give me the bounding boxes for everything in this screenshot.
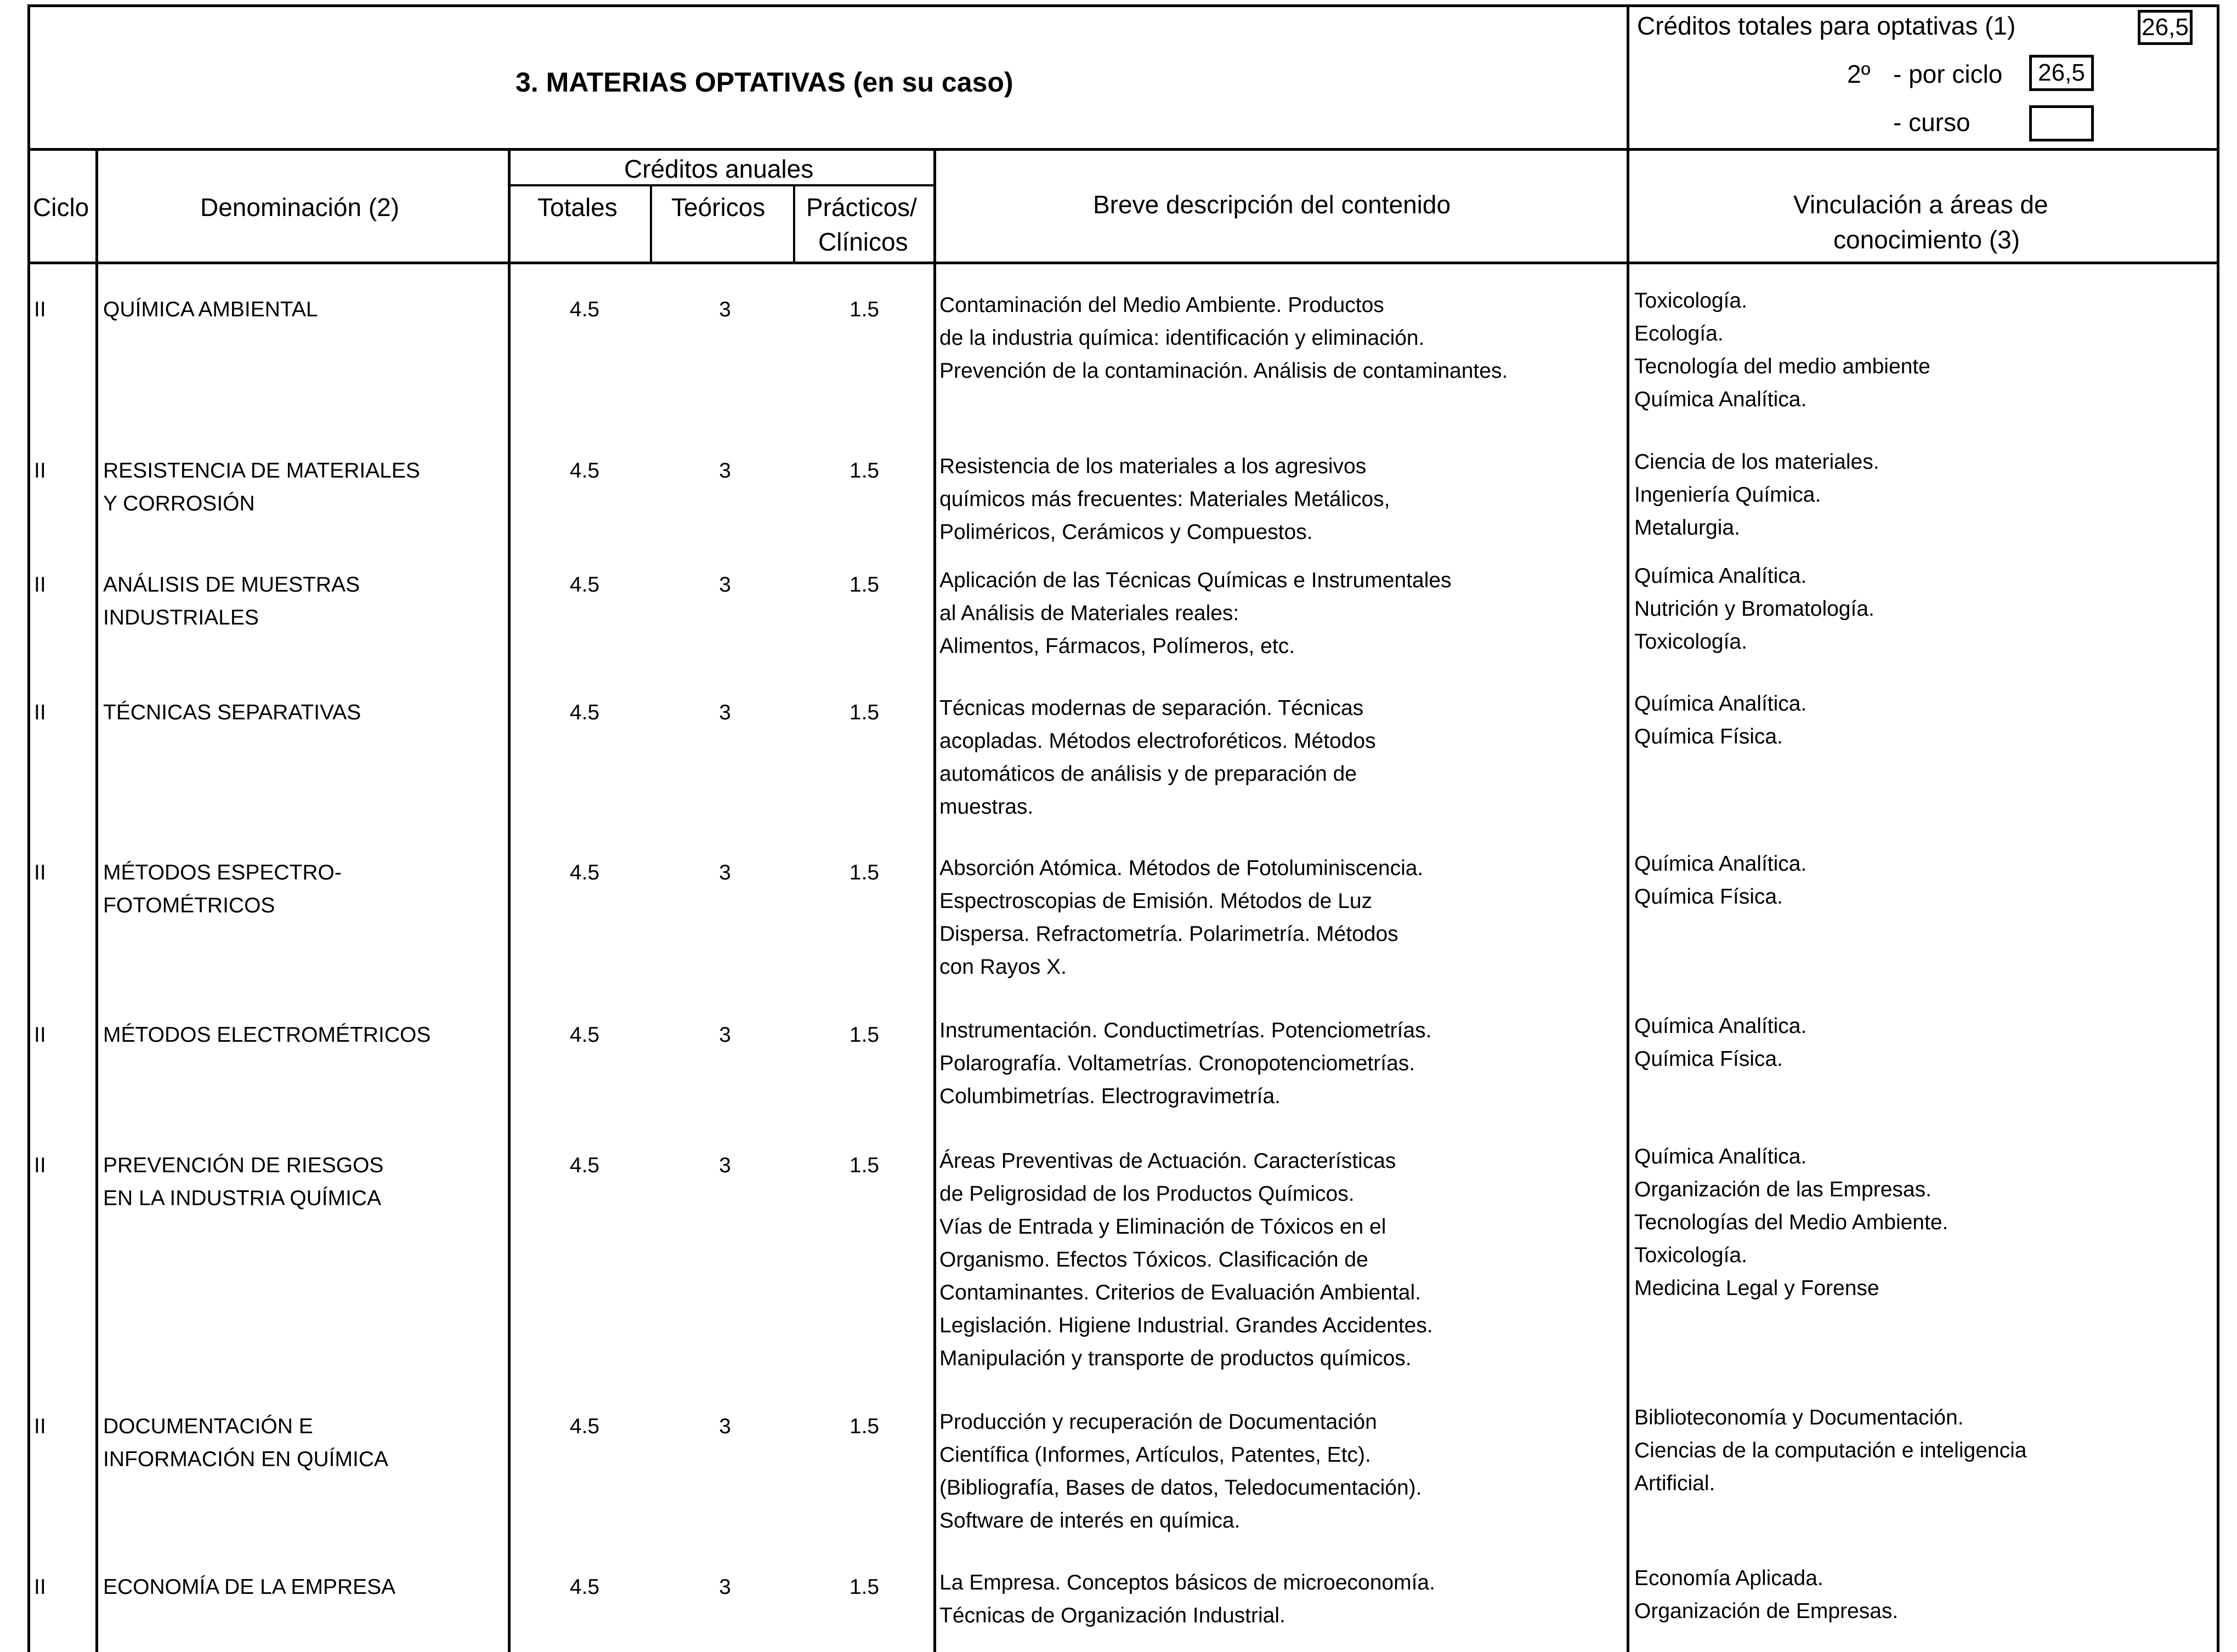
description-line: Resistencia de los materiales a los agresivos	[939, 455, 1367, 478]
knowledge-area: Tecnologías del Medio Ambiente.	[1634, 1211, 1949, 1234]
description-line: de la industria química: identificación y eliminación.	[939, 326, 1425, 350]
subject-name: PREVENCIÓN DE RIESGOS	[103, 1154, 384, 1177]
credits-teoricos: 3	[719, 459, 731, 482]
knowledge-area: Ingeniería Química.	[1634, 483, 1821, 507]
subject-name: MÉTODOS ESPECTRO-	[103, 861, 342, 884]
credits-total-box	[2138, 10, 2193, 45]
knowledge-area: Metalurgia.	[1634, 516, 1740, 540]
credits-group-rule	[508, 184, 936, 186]
row-ciclo: II	[34, 1154, 46, 1177]
knowledge-area: Organización de Empresas.	[1634, 1599, 1899, 1623]
description-line: Contaminación del Medio Ambiente. Productos	[939, 293, 1384, 317]
credits-practicos: 1.5	[849, 459, 880, 482]
subject-name: Y CORROSIÓN	[103, 492, 255, 515]
description-line: Absorción Atómica. Métodos de Fotoluminiscencia.	[939, 856, 1424, 880]
col-header-practicos: Prácticos/	[806, 193, 917, 222]
knowledge-area: Química Analítica.	[1634, 388, 1807, 411]
description-line: (Bibliografía, Bases de datos, Teledocumentación).	[939, 1476, 1422, 1500]
credits-teoricos: 3	[719, 1023, 731, 1047]
description-line: Columbimetrías. Electrogravimetría.	[939, 1085, 1281, 1108]
description-line: químicos más frecuentes: Materiales Metálicos,	[939, 487, 1390, 511]
knowledge-area: Química Analítica.	[1634, 1014, 1807, 1038]
description-line: al Análisis de Materiales reales:	[939, 601, 1239, 625]
subject-name: QUÍMICA AMBIENTAL	[103, 298, 318, 321]
por-ciclo-value: 26,5	[2038, 59, 2085, 86]
description-line: Espectroscopias de Emisión. Métodos de Luz	[939, 889, 1373, 913]
credits-practicos: 1.5	[849, 298, 880, 321]
knowledge-area: Toxicología.	[1634, 289, 1747, 313]
col-header-teoricos: Teóricos	[671, 193, 766, 222]
description-line: Científica (Informes, Artículos, Patentes, Etc).	[939, 1443, 1371, 1467]
subject-name: FOTOMÉTRICOS	[103, 894, 275, 917]
knowledge-area: Tecnología del medio ambiente	[1634, 355, 1930, 378]
por-ciclo-label: - por ciclo	[1893, 60, 2003, 88]
knowledge-area: Química Analítica.	[1634, 692, 1807, 716]
col-divider-totales	[650, 184, 652, 263]
row-ciclo: II	[34, 1023, 46, 1047]
row-ciclo: II	[34, 861, 46, 884]
knowledge-area: Química Física.	[1634, 1047, 1783, 1071]
knowledge-area: Economía Aplicada.	[1634, 1566, 1823, 1590]
description-line: Poliméricos, Cerámicos y Compuestos.	[939, 520, 1313, 544]
description-line: Aplicación de las Técnicas Químicas e Instrumentales	[939, 569, 1452, 592]
knowledge-area: Ecología.	[1634, 322, 1724, 345]
description-line: Contaminantes. Criterios de Evaluación Ambiental.	[939, 1281, 1421, 1304]
knowledge-area: Ciencias de la computación e inteligencia	[1634, 1439, 2027, 1462]
credits-practicos: 1.5	[849, 861, 880, 884]
description-line: muestras.	[939, 795, 1034, 819]
description-line: Técnicas de Organización Industrial.	[939, 1604, 1285, 1627]
credits-practicos: 1.5	[849, 1415, 880, 1438]
col-header-conocimiento: conocimiento (3)	[1833, 225, 2020, 254]
border-right	[2217, 4, 2219, 1652]
credits-teoricos: 3	[719, 1154, 731, 1177]
description-line: Prevención de la contaminación. Análisis de contaminantes.	[939, 359, 1508, 383]
col-header-vinculacion: Vinculación a áreas de	[1793, 190, 2048, 219]
row-ciclo: II	[34, 459, 46, 482]
description-line: La Empresa. Conceptos básicos de microeconomía.	[939, 1571, 1435, 1594]
description-line: Software de interés en química.	[939, 1509, 1241, 1532]
knowledge-area: Química Analítica.	[1634, 852, 1807, 876]
subject-name: ANÁLISIS DE MUESTRAS	[103, 573, 360, 597]
border-left	[27, 4, 30, 1652]
subject-name: ECONOMÍA DE LA EMPRESA	[103, 1575, 396, 1599]
knowledge-area: Química Analítica.	[1634, 564, 1807, 588]
cycle-number: 2º	[1847, 60, 1871, 88]
knowledge-area: Química Física.	[1634, 885, 1783, 909]
description-line: Polarografía. Voltametrías. Cronopotenciometrías.	[939, 1052, 1415, 1075]
credits-totales: 4.5	[569, 459, 600, 482]
col-header-descripcion: Breve descripción del contenido	[1093, 190, 1451, 219]
subject-name: RESISTENCIA DE MATERIALES	[103, 459, 420, 482]
description-line: acopladas. Métodos electroforéticos. Métodos	[939, 729, 1376, 753]
description-line: de Peligrosidad de los Productos Químicos.	[939, 1182, 1355, 1206]
col-header-creditos-anuales: Créditos anuales	[624, 155, 814, 183]
col-header-ciclo: Ciclo	[33, 193, 89, 222]
description-line: Producción y recuperación de Documentación	[939, 1410, 1377, 1434]
knowledge-area: Organización de las Empresas.	[1634, 1178, 1932, 1201]
credits-totales: 4.5	[569, 1023, 600, 1047]
header-divider	[1627, 4, 1629, 1652]
credits-totales: 4.5	[569, 1415, 600, 1438]
credits-totales: 4.5	[569, 298, 600, 321]
description-line: Dispersa. Refractometría. Polarimetría. Métodos	[939, 922, 1398, 946]
knowledge-area: Artificial.	[1634, 1472, 1715, 1495]
description-line: Vías de Entrada y Eliminación de Tóxicos en el	[939, 1215, 1386, 1239]
row-ciclo: II	[34, 701, 46, 724]
col-divider-teoricos	[793, 184, 795, 263]
description-line: Legislación. Higiene Industrial. Grandes Accidentes.	[939, 1314, 1433, 1337]
knowledge-area: Toxicología.	[1634, 1244, 1747, 1267]
credits-totales: 4.5	[569, 1154, 600, 1177]
col-header-totales: Totales	[537, 193, 618, 222]
credits-totales: 4.5	[569, 861, 600, 884]
knowledge-area: Toxicología.	[1634, 630, 1747, 654]
description-line: automáticos de análisis y de preparación de	[939, 762, 1357, 786]
page-title: 3. MATERIAS OPTATIVAS (en su caso)	[516, 67, 1013, 98]
curso-box	[2029, 105, 2094, 141]
row-ciclo: II	[34, 573, 46, 597]
credits-practicos: 1.5	[849, 1154, 880, 1177]
subject-name: MÉTODOS ELECTROMÉTRICOS	[103, 1023, 431, 1047]
credits-teoricos: 3	[719, 298, 731, 321]
description-line: Organismo. Efectos Tóxicos. Clasificación de	[939, 1248, 1368, 1271]
row-ciclo: II	[34, 1575, 46, 1599]
row-ciclo: II	[34, 298, 46, 321]
credits-totales: 4.5	[569, 701, 600, 724]
knowledge-area: Química Analítica.	[1634, 1145, 1807, 1168]
column-header-bottom-rule	[27, 262, 2218, 264]
credits-totales: 4.5	[569, 573, 600, 597]
knowledge-area: Ciencia de los materiales.	[1634, 450, 1879, 474]
credits-practicos: 1.5	[849, 1023, 880, 1047]
col-divider-description	[933, 148, 936, 1652]
subject-name: TÉCNICAS SEPARATIVAS	[103, 701, 361, 724]
subject-name: DOCUMENTACIÓN E	[103, 1415, 313, 1438]
credits-teoricos: 3	[719, 573, 731, 597]
credits-practicos: 1.5	[849, 701, 880, 724]
row-ciclo: II	[34, 1415, 46, 1438]
description-line: Alimentos, Fármacos, Polímeros, etc.	[939, 634, 1295, 658]
credits-teoricos: 3	[719, 861, 731, 884]
credits-teoricos: 3	[719, 1415, 731, 1438]
subject-name: INDUSTRIALES	[103, 606, 259, 629]
subject-name: EN LA INDUSTRIA QUÍMICA	[103, 1187, 382, 1210]
knowledge-area: Medicina Legal y Forense	[1634, 1276, 1879, 1300]
header-bottom-rule	[27, 148, 2218, 151]
knowledge-area: Nutrición y Bromatología.	[1634, 597, 1874, 621]
description-line: Técnicas modernas de separación. Técnicas	[939, 696, 1364, 720]
credits-practicos: 1.5	[849, 1575, 880, 1599]
credits-practicos: 1.5	[849, 573, 880, 597]
border-top	[27, 4, 2218, 7]
col-divider-denominacion	[508, 148, 511, 1652]
credits-totales: 4.5	[569, 1575, 600, 1599]
curso-label: - curso	[1893, 108, 1970, 137]
knowledge-area: Química Física.	[1634, 725, 1783, 748]
col-header-denominacion: Denominación (2)	[200, 193, 400, 222]
knowledge-area: Biblioteconomía y Documentación.	[1634, 1406, 1964, 1429]
col-header-clinicos: Clínicos	[818, 228, 908, 256]
credits-teoricos: 3	[719, 701, 731, 724]
credits-teoricos: 3	[719, 1575, 731, 1599]
description-line: Áreas Preventivas de Actuación. Características	[939, 1149, 1396, 1173]
col-divider-ciclo	[95, 148, 98, 1652]
credits-total-label: Créditos totales para optativas (1)	[1637, 12, 2016, 40]
description-line: Instrumentación. Conductimetrías. Potenciometrías.	[939, 1019, 1432, 1042]
description-line: con Rayos X.	[939, 955, 1067, 979]
por-ciclo-box	[2029, 55, 2094, 91]
description-line: Manipulación y transporte de productos químicos.	[939, 1347, 1412, 1370]
credits-total-value: 26,5	[2142, 14, 2189, 41]
subject-name: INFORMACIÓN EN QUÍMICA	[103, 1447, 389, 1471]
